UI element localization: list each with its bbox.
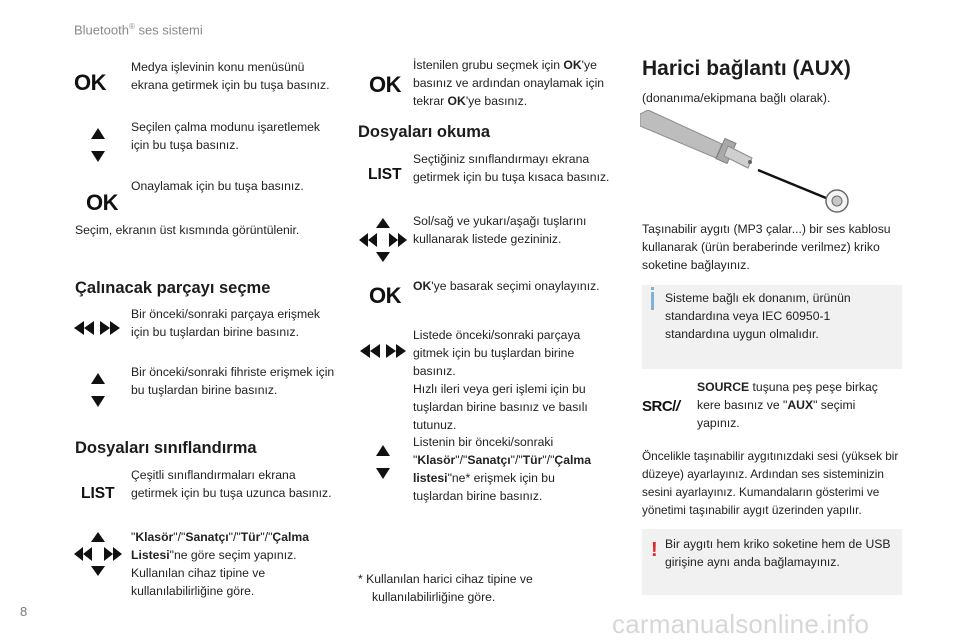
- text-choose-sort: "Klasör"/"Sanatçı"/"Tür"/"Çalma Listesi"ne göre seçim yapınız. Kullanılan cihaz tipine ve kullanılabilirliğine göre.: [131, 530, 309, 598]
- jack-cable-illustration: [640, 110, 860, 225]
- text-list-folder-prev-next: Listenin bir önceki/sonraki "Klasör"/"Sanatçı"/"Tür"/"Çalma listesi"ne* erişmek için bu tuşlardan birine basınız.: [413, 435, 591, 503]
- text-equipment-dependent: (donanıma/ekipmana bağlı olarak).: [642, 91, 831, 105]
- info-text: Sisteme bağlı ek donanım, ürünün standardına veya IEC 60950-1 standardına uygun olmalıdır.: [665, 291, 851, 341]
- ok-button-icon: OK: [74, 70, 106, 95]
- source-button-icon: SRC//: [642, 398, 680, 415]
- text-long-press-list: Çeşitli sınıflandırmaları ekrana getirmek için bu tuşa uzunca basınız.: [131, 468, 332, 500]
- text-list-prev-next: Listede önceki/sonraki parçaya gitmek için bu tuşlardan birine basınız. Hızlı ileri veya geri işlemi için bu tuşlardan birine basınız ve basılı tutunuz.: [413, 328, 588, 432]
- page-number: 8: [20, 604, 28, 619]
- text-select-mode: Seçilen çalma modunu işaretlemek için bu tuşa basınız.: [131, 120, 320, 152]
- heading-aux: Harici bağlantı (AUX): [642, 57, 851, 80]
- text-short-press-list: Seçtiğiniz sınıflandırmayı ekrana getirmek için bu tuşa kısaca basınız.: [413, 152, 610, 184]
- text-volume-adjust: Öncelikle taşınabilir aygıtınızdaki sesi (yüksek bir düzeye) ayarlayınız. Ardından ses sisteminizin sesini ayarlayınız. Kumandaların gösterimi ve yönetimi taşınabilir aygıt üzerinden yapılır.: [642, 449, 899, 517]
- heading-sort-files: Dosyaları sınıflandırma: [75, 439, 257, 457]
- prev-next-arrows-icon: [74, 321, 120, 335]
- watermark: carmanualsonline.info: [612, 609, 870, 639]
- page-header: Bluetooth® ses sistemi: [74, 22, 203, 38]
- heading-read-files: Dosyaları okuma: [358, 123, 491, 141]
- four-way-arrows-icon: [359, 218, 407, 262]
- up-down-arrows-icon: [90, 373, 106, 407]
- text-menu-ok: Medya işlevinin konu menüsünü ekrana getirmek için bu tuşa basınız.: [131, 60, 330, 92]
- warning-text: Bir aygıtı hem kriko soketine hem de USB girişine aynı anda bağlamayınız.: [665, 537, 891, 569]
- list-button-icon: LIST: [368, 166, 402, 183]
- ok-button-icon: OK: [369, 72, 401, 97]
- prev-next-arrows-icon: [360, 344, 406, 358]
- footnote: * Kullanılan harici cihaz tipine ve kullanılabilirliğine göre.: [358, 572, 533, 604]
- up-down-arrows-icon: [90, 128, 106, 162]
- text-confirm: Onaylamak için bu tuşa basınız.: [131, 179, 304, 193]
- text-select-group: İstenilen grubu seçmek için OK'ye basınız ve ardından onaylamak için tekrar OK'ye basınız.: [413, 58, 605, 108]
- text-prev-next-folder: Bir önceki/sonraki fihriste erişmek için bu tuşlardan birine basınız.: [131, 365, 335, 397]
- heading-select-track: Çalınacak parçayı seçme: [75, 279, 271, 297]
- up-down-arrows-icon: [375, 445, 391, 479]
- text-ok-confirm: OK'ye basarak seçimi onaylayınız.: [413, 279, 600, 293]
- text-connect-device: Taşınabilir aygıtı (MP3 çalar...) bir ses kablosu kullanarak (ürün beraberinde verilmez) kriko soketine bağlayınız.: [642, 222, 891, 272]
- text-prev-next-track: Bir önceki/sonraki parçaya erişmek için bu tuşlardan birine basınız.: [131, 307, 320, 339]
- text-navigate-list: Sol/sağ ve yukarı/aşağı tuşlarını kullanarak listede gezininiz.: [413, 214, 587, 246]
- info-icon: [651, 292, 654, 310]
- four-way-arrows-icon: [74, 532, 122, 576]
- text-source-aux: SOURCE tuşuna peş peşe birkaç kere basınız ve "AUX" seçimi yapınız.: [697, 380, 878, 430]
- warning-icon: !: [651, 539, 658, 561]
- ok-button-icon: OK: [86, 190, 118, 215]
- ok-button-icon: OK: [369, 283, 401, 308]
- list-button-icon: LIST: [81, 485, 115, 502]
- text-selection-shown: Seçim, ekranın üst kısmında görüntülenir.: [75, 223, 300, 237]
